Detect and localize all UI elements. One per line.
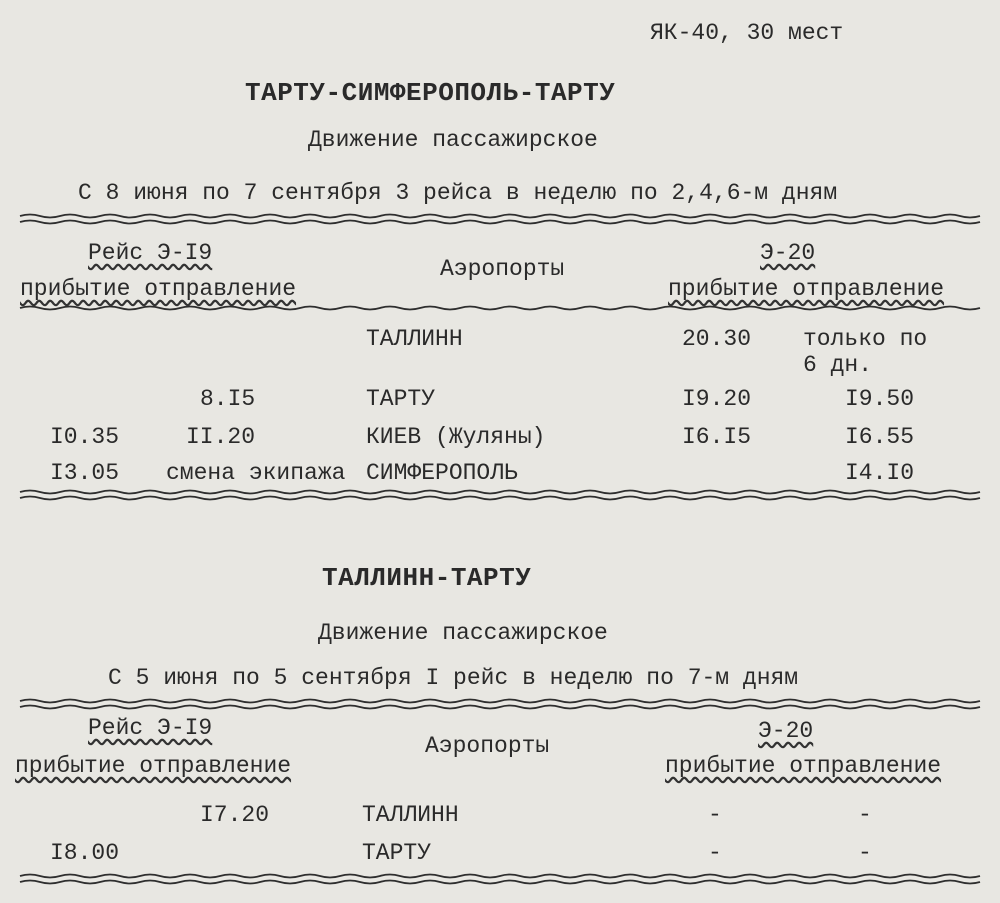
table-cell-departure: 8.I5: [200, 386, 256, 412]
divider: [0, 302, 1000, 316]
table-cell-airport: ТАЛЛИНН: [362, 802, 459, 828]
route1-left-flight: Рейс Э-I9: [88, 240, 213, 266]
table-cell-departure: смена экипажа: [166, 460, 346, 486]
table-cell-airport: ТАРТУ: [366, 386, 436, 412]
table-cell-departure: только по: [803, 326, 928, 352]
table-cell-arrival: 20.30: [682, 326, 752, 352]
route2-title: ТАЛЛИНН-ТАРТУ: [322, 563, 532, 593]
route2-left-flight: Рейс Э-I9: [88, 715, 213, 741]
divider: [0, 872, 1000, 886]
route2-right-flight: Э-20: [758, 718, 814, 744]
table-cell-departure: -: [858, 802, 872, 828]
table-cell-departure: II.20: [186, 424, 256, 450]
table-cell-arrival: I9.20: [682, 386, 752, 412]
table-cell-arrival: I6.I5: [682, 424, 752, 450]
table-cell-departure-note: 6 дн.: [803, 352, 873, 378]
table-cell-airport: КИЕВ (Жуляны): [366, 424, 546, 450]
table-cell-departure: I4.I0: [845, 460, 915, 486]
table-cell-arrival: I3.05: [50, 460, 120, 486]
table-cell-departure: I7.20: [200, 802, 270, 828]
table-cell-airport: ТАРТУ: [362, 840, 432, 866]
table-cell-arrival: I8.00: [50, 840, 120, 866]
table-cell-arrival: -: [708, 840, 722, 866]
route1-title: ТАРТУ-СИМФЕРОПОЛЬ-ТАРТУ: [245, 78, 616, 108]
table-cell-departure: -: [858, 840, 872, 866]
table-cell-departure: I9.50: [845, 386, 915, 412]
route1-airports-header: Аэропорты: [440, 256, 565, 282]
route2-airports-header: Аэропорты: [425, 733, 550, 759]
table-cell-airport: ТАЛЛИНН: [366, 326, 463, 352]
divider: [0, 212, 1000, 226]
table-cell-arrival: I0.35: [50, 424, 120, 450]
route2-right-cols: прибытие отправление: [665, 753, 942, 779]
table-cell-departure: I6.55: [845, 424, 915, 450]
route1-schedule: С 8 июня по 7 сентября 3 рейса в неделю по 2,4,6-м дням: [78, 180, 838, 206]
route1-right-cols: прибытие отправление: [668, 276, 945, 302]
route1-right-flight: Э-20: [760, 240, 816, 266]
route2-left-cols: прибытие отправление: [15, 753, 292, 779]
route1-traffic: Движение пассажирское: [308, 127, 598, 153]
divider: [0, 488, 1000, 502]
aircraft-label: ЯК-40, 30 мест: [650, 20, 844, 46]
route2-traffic: Движение пассажирское: [318, 620, 608, 646]
route2-schedule: С 5 июня по 5 сентября I рейс в неделю по 7-м дням: [108, 665, 799, 691]
table-cell-arrival: -: [708, 802, 722, 828]
table-cell-airport: СИМФЕРОПОЛЬ: [366, 460, 518, 486]
route1-left-cols: прибытие отправление: [20, 276, 297, 302]
divider: [0, 697, 1000, 711]
